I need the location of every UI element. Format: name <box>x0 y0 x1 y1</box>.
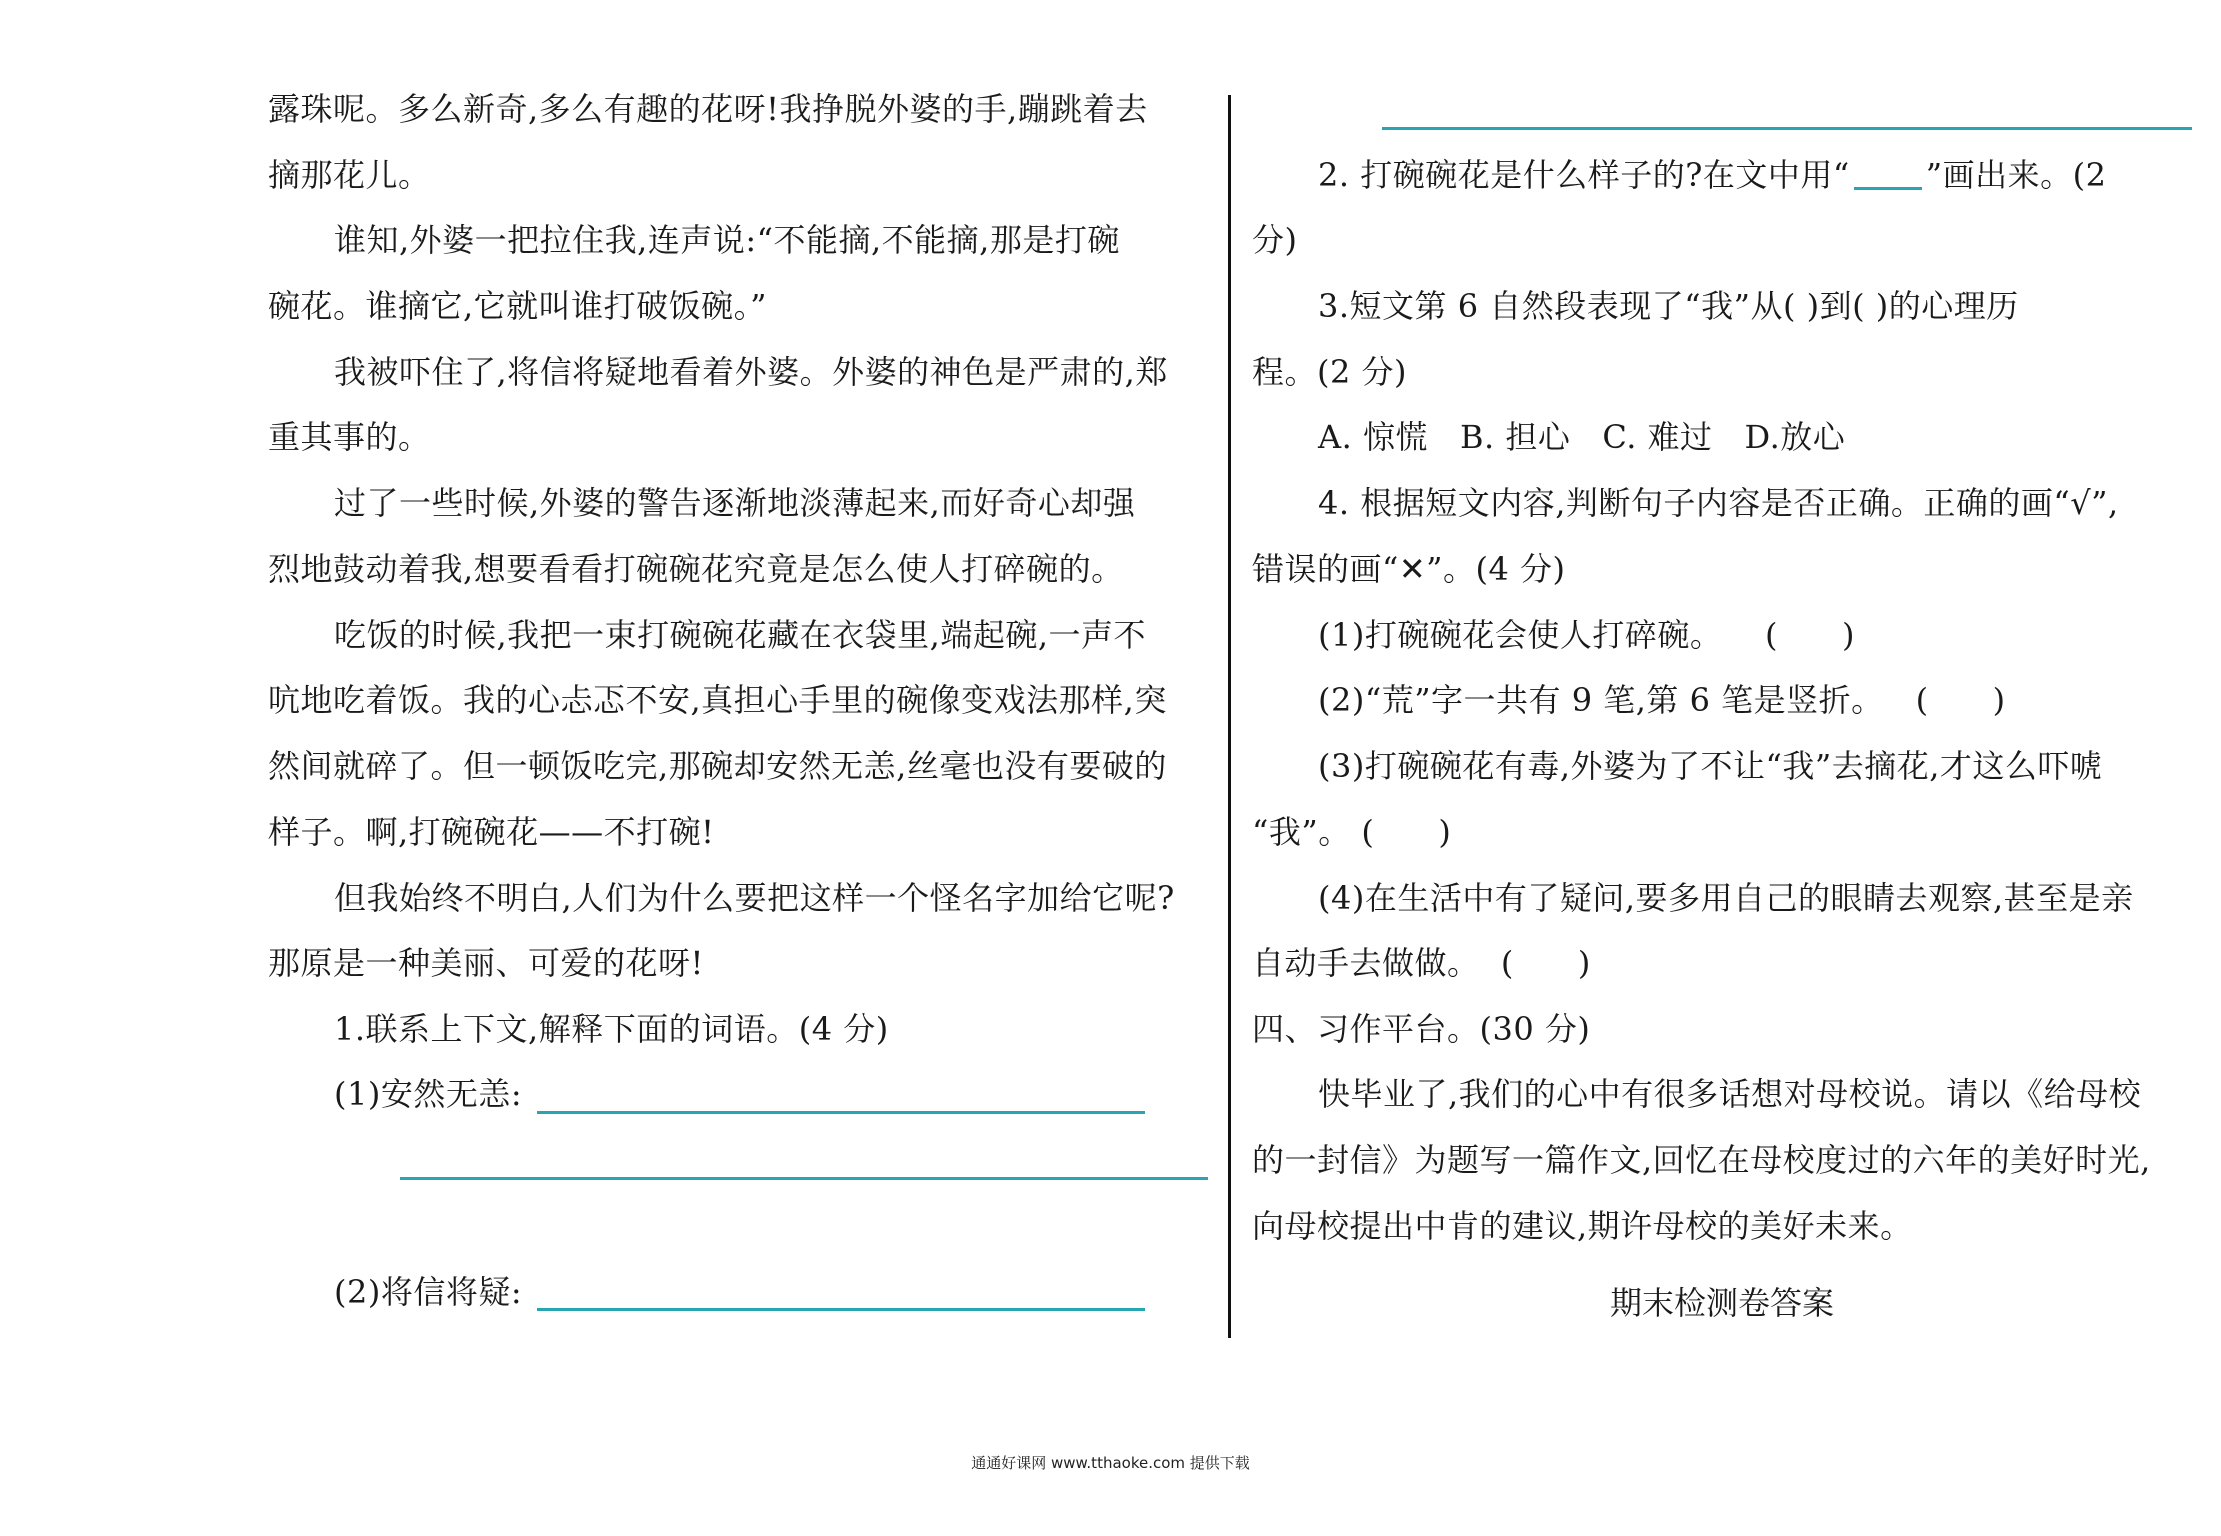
passage-line: 但我始终不明白,人们为什么要把这样一个怪名字加给它呢? <box>334 879 1175 917</box>
question-1: 1.联系上下文,解释下面的词语。(4 分) <box>334 1010 889 1048</box>
passage-line: 露珠呢。多么新奇,多么有趣的花呀!我挣脱外婆的手,蹦跳着去 <box>268 90 1148 128</box>
passage-line: 吃饭的时候,我把一束打碗碗花藏在衣袋里,端起碗,一声不 <box>334 616 1147 654</box>
wavy-line-sample <box>1854 187 1922 190</box>
question-1-item-2: (2)将信将疑: <box>334 1273 523 1311</box>
question-4-item-4: (4)在生活中有了疑问,要多用自己的眼睛去观察,甚至是亲 <box>1318 879 2134 917</box>
question-4-cont: 错误的画“✕”。(4 分) <box>1252 550 1566 588</box>
question-3-cont: 程。(2 分) <box>1252 353 1408 391</box>
answer-line[interactable] <box>537 1308 1145 1311</box>
passage-line: 烈地鼓动着我,想要看看打碗碗花究竟是怎么使人打碎碗的。 <box>268 550 1124 588</box>
question-4-item-3: (3)打碗碗花有毒,外婆为了不让“我”去摘花,才这么吓唬 <box>1318 747 2103 785</box>
question-1-item-1: (1)安然无恙: <box>334 1075 523 1113</box>
question-3-options: A. 惊慌 B. 担心 C. 难过 D.放心 <box>1318 418 1846 456</box>
passage-line: 摘那花儿。 <box>268 156 431 194</box>
question-4-item-1: (1)打碗碗花会使人打碎碗。 ( ) <box>1318 616 1856 654</box>
question-4-item-3-cont: “我”。 ( ) <box>1252 813 1452 851</box>
writing-prompt: 快毕业了,我们的心中有很多话想对母校说。请以《给母校 <box>1318 1075 2142 1113</box>
answer-line[interactable] <box>400 1177 1208 1180</box>
question-2-text-end: ”画出来。(2 <box>1925 156 2107 194</box>
passage-line: 重其事的。 <box>268 418 431 456</box>
question-2-text: 2. 打碗碗花是什么样子的?在文中用“ <box>1318 156 1850 194</box>
question-4: 4. 根据短文内容,判断句子内容是否正确。正确的画“√”, <box>1318 484 2119 522</box>
answer-key-title: 期末检测卷答案 <box>1609 1284 1834 1322</box>
passage-line: 样子。啊,打碗碗花——不打碗! <box>268 813 715 851</box>
answer-line[interactable] <box>1382 127 2192 130</box>
passage-line: 碗花。谁摘它,它就叫谁打破饭碗。” <box>268 287 768 325</box>
question-3: 3.短文第 6 自然段表现了“我”从( )到( )的心理历 <box>1318 287 2019 325</box>
question-2-points: 分) <box>1252 221 1298 259</box>
passage-line: 过了一些时候,外婆的警告逐渐地淡薄起来,而好奇心却强 <box>334 484 1136 522</box>
writing-prompt: 的一封信》为题写一篇作文,回忆在母校度过的六年的美好时光, <box>1252 1141 2151 1179</box>
passage-line: 然间就碎了。但一顿饭吃完,那碗却安然无恙,丝毫也没有要破的 <box>268 747 1167 785</box>
section-4-heading: 四、习作平台。(30 分) <box>1252 1010 1591 1048</box>
column-divider <box>1228 95 1231 1338</box>
passage-line: 那原是一种美丽、可爱的花呀! <box>268 944 704 982</box>
question-4-item-2: (2)“荒”字一共有 9 笔,第 6 笔是竖折。 ( ) <box>1318 681 2006 719</box>
passage-line: 谁知,外婆一把拉住我,连声说:“不能摘,不能摘,那是打碗 <box>334 221 1120 259</box>
writing-prompt: 向母校提出中肯的建议,期许母校的美好未来。 <box>1252 1207 1913 1245</box>
question-2 <box>1252 153 2106 197</box>
passage-line: 吭地吃着饭。我的心忐忑不安,真担心手里的碗像变戏法那样,突 <box>268 681 1167 719</box>
passage-line: 我被吓住了,将信将疑地看着外婆。外婆的神色是严肃的,郑 <box>334 353 1168 391</box>
answer-line[interactable] <box>537 1111 1145 1114</box>
footer-source: 通通好课网 www.tthaoke.com 提供下载 <box>971 1454 1250 1472</box>
question-4-item-4-cont: 自动手去做做。 ( ) <box>1252 944 1591 982</box>
